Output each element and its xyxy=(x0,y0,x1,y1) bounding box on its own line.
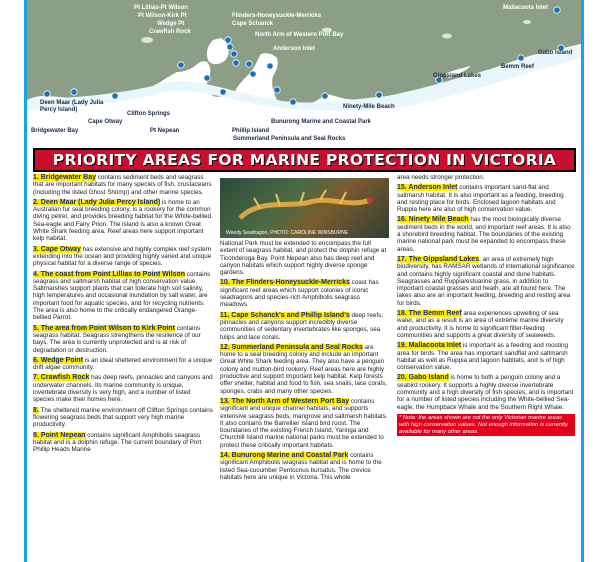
area-description xyxy=(220,344,389,395)
map-label-summerland: Summerland Peninsula and Seal Rocks xyxy=(233,136,346,142)
area-description xyxy=(397,310,575,339)
area-description xyxy=(33,432,213,454)
map-label-crawfish: Crawfish Rock xyxy=(149,29,191,35)
poster xyxy=(24,0,584,562)
map-label-mallacoota: Mallacoota Inlet xyxy=(503,5,549,11)
map-label-bridgewater: Bridgewater Bay xyxy=(31,128,79,134)
area-heading: 6. Wedge Point xyxy=(33,356,84,364)
area-heading: 8. xyxy=(33,406,39,414)
area-text: is important as a feeding and roosting area for birds. The area has important sandflat and saltmarsh habitat as well as Ruppia and lagoon habitats, and is of high conservation value. xyxy=(397,342,568,372)
area-heading: 7. Crawfish Rock xyxy=(33,374,90,382)
area-description xyxy=(33,407,213,429)
map-label-bunurong: Bunurong Marine and Coastal Park xyxy=(271,119,372,125)
area-heading: 14. Bunurong Marine and Coastal Park xyxy=(220,452,349,460)
area-text: has the most biologically diverse sediment beds in the world, and important reef areas. It is also a shorebird breeding habitat. The boundaries of the existing marine national park must be expanded to encompass these areas. xyxy=(397,216,571,253)
page-title: PRIORITY AREAS FOR MARINE PROTECTION IN VICTORIA xyxy=(52,151,557,169)
map-label-deen-maar: Deen Maar (Lady Julia Percy Island) xyxy=(40,100,104,113)
seadragon-icon xyxy=(220,178,389,238)
area-description xyxy=(397,256,575,307)
area-description xyxy=(397,342,575,371)
area-description xyxy=(220,279,389,308)
area-text: contains seagrass habitat. Seagrass strengthens the resilience of our bays. The area is currently unprotected and is at risk of degradation or destruction. xyxy=(33,324,201,354)
area-description xyxy=(33,374,213,403)
area-text: has extensive and highly complex reef system extending into the ocean and providing highly varied and unique physical habitat for a diverse range of species. xyxy=(33,245,212,268)
area-text: is an ideal sheltered environment for a unique drift algae community. xyxy=(33,356,213,372)
map-label-wilson-kirk: Pt Wilson-Kirk Pt xyxy=(138,13,187,19)
area-text: has deep reefs, pinnacles and canyons and underwater channels. Its marine community is unique, invertebrate diversity is very high, and a number of listed species make their homes here. xyxy=(33,374,213,404)
area-heading: 17. The Gippsland Lakes xyxy=(397,255,480,263)
area-text: are home to a seal breeding colony and include an important Great White Shark feeding area. They also have a penguin colony and mutton-bird rookery. Reef areas here are highly productive and support important kelp habitat. Kelp forests offer shelter, habitat and food to fish, sea snails, lace corals, sponges, crabs and many other species. xyxy=(220,343,387,395)
area-description xyxy=(33,325,213,354)
area-description xyxy=(397,174,575,181)
page-title-banner xyxy=(33,148,576,172)
area-text: , an area of extremely high biodiversity, has RAMSAR wetlands of international significance and contains highly significant coastal and dune habitats. Seagrasses and Ruppia/estuarine grass, in addition to important coastal grasses and heath, are all found here. The lakes also are an important feeding, breeding and resting area for birds. xyxy=(397,255,575,307)
area-description xyxy=(397,216,575,252)
area-description xyxy=(397,374,575,410)
map-label-nepean: Pt Nepean xyxy=(150,128,180,134)
area-text: area needs stronger protection. xyxy=(397,174,485,181)
area-heading: 1. Bridgewater Bay xyxy=(33,174,97,181)
area-heading: 4. The coast from Point Lillias to Point Wilson xyxy=(33,270,186,278)
map-label-north-arm: North Arm of Western Port Bay xyxy=(255,32,344,38)
area-text: deep reefs, pinnacles and canyons support incredibly diverse communities of sedentary invertebrates like sponges, sea tulips and lace corals. xyxy=(220,311,384,341)
area-text: contains seagrass and saltmarsh habitat of high conservation value. Saltmarshes support plants that can tolerate high soil salinity, high temperatures and occasional inundation by salt water, are important food for aquatic species, and for recycling nutrients. The area is also home to the critically endangered Orange-bellied Parrot. xyxy=(33,270,211,322)
area-text: is home to both a penguin colony and a seabird rookery. It supports a highly diverse invertebrate community and a high diversity of fish species, and is important for a number of listed species including the White-bellied Sea-eagle, the Humpback Whale and the Southern Right Whale. xyxy=(397,374,574,411)
area-text: is home to an Australian fur seal breeding colony, is a rookery for the common diving petrel, and provides breeding habitat for the White-bellied Sea-eagle and Fairy Prion. The island is also a known Great White Shark feeding area. Reef areas here support important kelp habitat. xyxy=(33,198,212,243)
area-heading: 2. Deen Maar (Lady Julia Percy Island) xyxy=(33,198,161,206)
area-text: coast has significant reef areas which support colonies of iconic seadragons and species-rich Amphibolis seagrass meadows. xyxy=(220,279,379,309)
area-heading: 12. Summerland Peninsula and Seal Rocks xyxy=(220,343,363,351)
area-heading: 15. Anderson Inlet xyxy=(397,184,458,192)
area-text: National Park must be extended to encompass the full extent of seagrass habitat, and protect the dolphin refuge at Ticonderoga Bay. Point Nepean also has deep reef and canyon habitats which support highly diverse sponge gardens. xyxy=(220,240,387,277)
map-label-ninety-mile: Ninety-Mile Beach xyxy=(343,104,395,110)
area-text: contains significant Amphibolis seagrass habitat and is home to the listed Sea-cucumber Pentocnus bursatus. The crevice habitats here are unique in Victoria. This whole xyxy=(220,452,382,481)
area-heading: 10. The Flinders-Honeysuckle-Merricks xyxy=(220,279,350,287)
area-heading: 9. Point Nepean xyxy=(33,431,86,439)
area-heading: 5. The area from Point Wilson to Kirk Point xyxy=(33,324,175,332)
area-description xyxy=(220,240,389,276)
map-label-wedge: Wedge Pt xyxy=(157,21,185,27)
area-description xyxy=(220,398,389,449)
area-text: The sheltered marine environment off Clifton Springs contains flowering seagrass beds that support very high marine productivity. xyxy=(33,406,213,429)
map-label-flinders: Flinders-Honeysuckle-Merricks xyxy=(232,13,322,19)
map-label-gippsland: Gippsland Lakes xyxy=(433,73,482,79)
area-heading: 16. Ninety Mile Beach xyxy=(397,216,469,224)
footnote: * Note: the areas shown are not the only Victorian marine areas with high conservation values. Not enough information is currently available for many other areas. xyxy=(397,414,575,436)
column-2 xyxy=(220,240,389,484)
column-3 xyxy=(397,174,575,436)
photo-credit: Weedy Seadragon, PHOTO: CAROLINE WINSBURNE xyxy=(226,230,349,236)
area-description xyxy=(397,184,575,213)
area-heading: 3. Cape Otway xyxy=(33,245,81,253)
map-label-cape-otway: Cape Otway xyxy=(88,119,123,125)
area-heading: 11. Cape Schanck's and Phillip Island's xyxy=(220,311,350,319)
area-text: contains significant Amphibolis seagrass habitat and is a dolphin refuge. The current boundary of Port Phillip Heads Marine xyxy=(33,431,202,454)
area-text: contains sediment beds and seagrass that are important habitats for many species of fish, crustaceans (including the listed Ghost Shrimp) and other marine species. xyxy=(33,174,212,196)
area-heading: 20. Gabo Island xyxy=(397,374,449,382)
map-label-bemm: Bemm Reef xyxy=(501,64,535,70)
area-description xyxy=(220,452,389,481)
seadragon-photo xyxy=(220,178,389,238)
area-text: contains important sand-flat and saltmarsh habitat. It is also important as a feeding, breeding and resting place for birds. Enclosed lagoon habitats and Ruppia here are also of high conservation value. xyxy=(397,184,564,214)
map-label-phillip: Phillip Island xyxy=(232,128,270,134)
area-heading: 18. The Bemm Reef xyxy=(397,310,462,318)
map-label-cape-schanck: Cape Schanck xyxy=(232,21,274,27)
area-text: contains significant and unique channel habitats, and supports extensive seagrass beds, mangrove and saltmarsh habitats. It also contains the Barrellier Island bird roost. The boundaries of the existing French Island, Yaringa and Churchill Island marine national parks must be extended to protect these critically important habitats. xyxy=(220,397,388,449)
area-description xyxy=(33,357,213,372)
map-label-anderson: Anderson Inlet xyxy=(273,46,316,52)
area-description xyxy=(33,174,213,196)
area-description xyxy=(33,271,213,322)
area-heading: 13. The North Arm of Western Port Bay xyxy=(220,397,350,405)
area-description xyxy=(220,312,389,341)
map-label-clifton: Clifton Springs xyxy=(127,111,170,117)
area-heading: 19. Mallacoota Inlet xyxy=(397,342,462,350)
area-description xyxy=(33,246,213,268)
area-description xyxy=(33,199,213,243)
map-label-gabo: Gabo Island xyxy=(538,50,573,56)
column-1 xyxy=(33,174,213,456)
area-text: area experiences upwelling of sea water, and as a result is an area of extreme marine diversity and productivity. It is home to significant filter-feeding communities and supports a great diversity of seaweeds. xyxy=(397,310,564,339)
map-label-lillias-wilson: Pt Lillias-Pt Wilson xyxy=(134,5,188,11)
